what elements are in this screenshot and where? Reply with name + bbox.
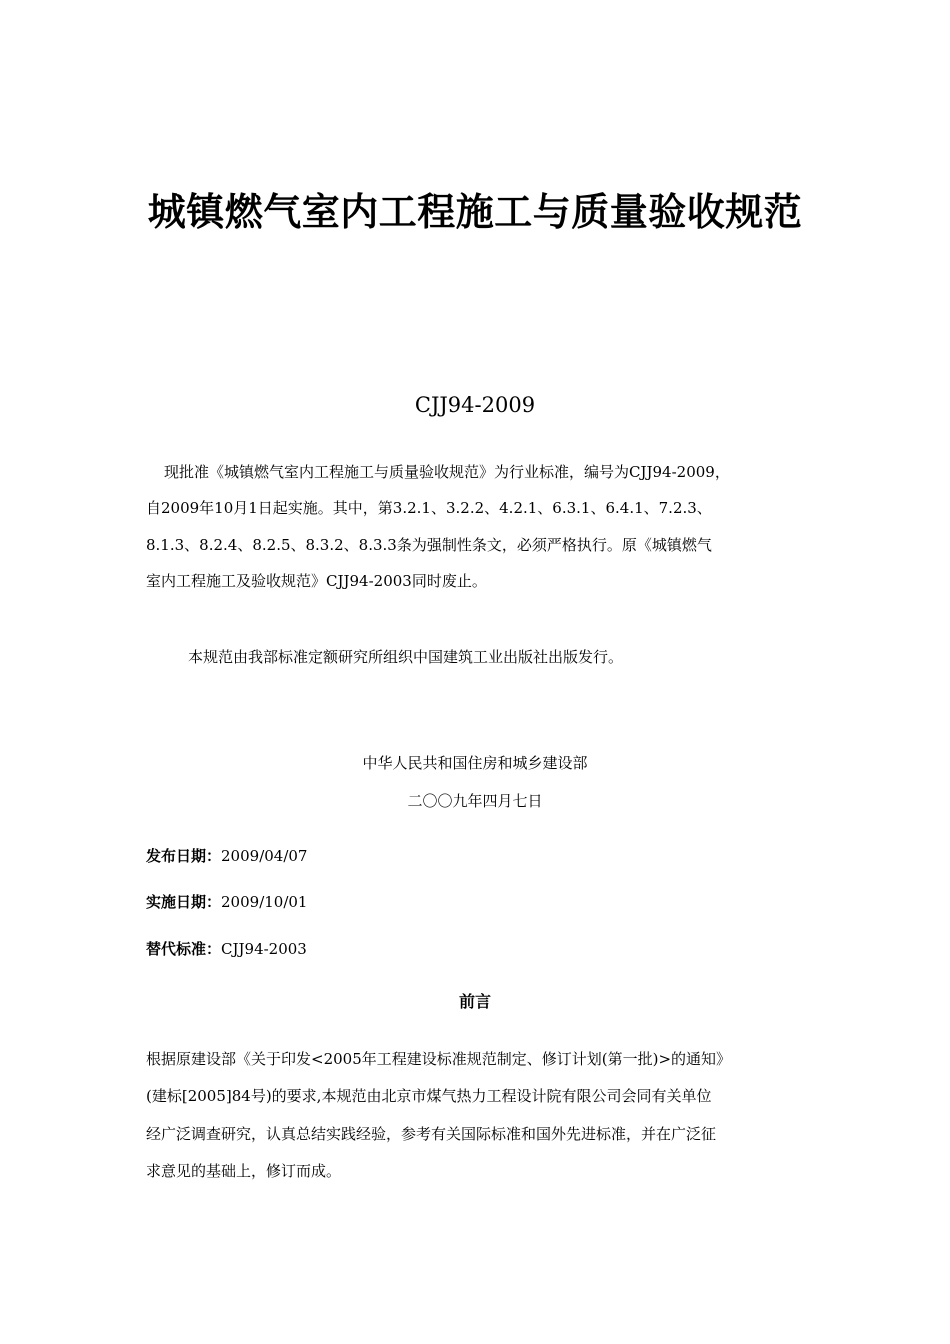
document-title: 城镇燃气室内工程施工与质量验收规范 (147, 189, 803, 234)
issuer-name: 中华人民共和国住房和城乡建设部 (362, 754, 588, 772)
publish-date-row (146, 845, 307, 867)
publish-note: 本规范由我部标准定额研究所组织中国建筑工业出版社出版发行。 (188, 648, 624, 666)
preface-line: 求意见的基础上，修订而成。 (146, 1162, 342, 1180)
preface-line: 根据原建设部《关于印发<2005年工程建设标准规范制定、修订计划(第一批)>的通知》 (146, 1050, 732, 1068)
standard-code: CJJ94-2009 (414, 393, 536, 417)
announcement-line: 室内工程施工及验收规范》CJJ94-2003同时废止。 (146, 572, 487, 590)
preface-heading: 前言 (458, 992, 491, 1011)
effective-date-row (146, 891, 307, 913)
announcement-line: 现批准《城镇燃气室内工程施工与质量验收规范》为行业标准，编号为CJJ94-2009， (164, 463, 730, 481)
replaced-standard-value: CJJ94-2003 (221, 940, 307, 958)
effective-date-label: 实施日期： (146, 893, 222, 911)
preface-line: (建标[2005]84号)的要求,本规范由北京市煤气热力工程设计院有限公司会同有关单位 (146, 1087, 712, 1105)
publish-date-value: 2009/04/07 (221, 847, 308, 865)
publish-date-label: 发布日期： (146, 847, 222, 865)
announcement-line: 自2009年10月1日起实施。其中，第3.2.1、3.2.2、4.2.1、6.3.1、6.4.1、7.2.3、 (146, 499, 712, 517)
replaced-standard-label: 替代标准： (146, 940, 222, 958)
preface-line: 经广泛调查研究，认真总结实践经验，参考有关国际标准和国外先进标准，并在广泛征 (146, 1125, 717, 1143)
replaced-standard-row (146, 938, 307, 960)
issue-date: 二〇〇九年四月七日 (407, 792, 543, 810)
effective-date-value: 2009/10/01 (221, 893, 308, 911)
announcement-line: 8.1.3、8.2.4、8.2.5、8.3.2、8.3.3条为强制性条文，必须严格执行。原《城镇燃气 (146, 536, 712, 554)
